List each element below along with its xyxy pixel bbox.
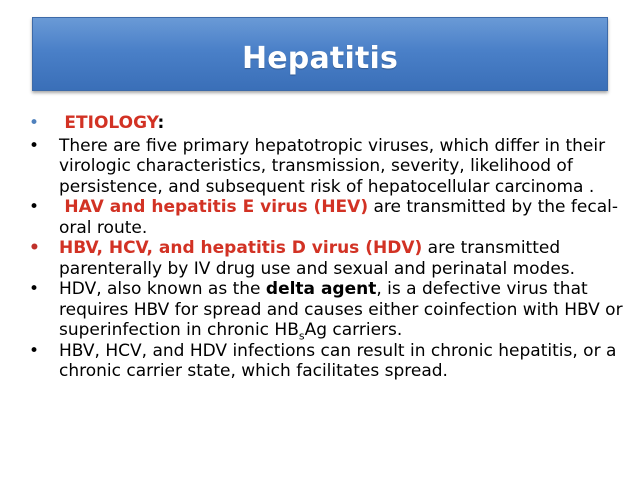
slide-title: Hepatitis	[241, 40, 399, 76]
bullet-hbv-hcv-hdv: • HBV, HCV, and hepatitis D virus (HDV) are transmitted parenterally by IV drug use and sexual and perinatal modes.	[29, 238, 576, 279]
title-banner	[32, 17, 608, 91]
etiology-heading: ETIOLOGY	[64, 113, 158, 133]
bullet-hav-hev: • HAV and hepatitis E virus (HEV) are transmitted by the fecal-oral route.	[29, 197, 618, 238]
bullet-delta-agent: • HDV, also known as the delta agent, is a defective virus that requires HBV for spread and causes either coinfection with HBV or superinfection in chronic $HB_sAg$ carriers.	[29, 279, 623, 343]
bullet-etiology: • ETIOLOGY:	[29, 113, 165, 133]
bullet-marker: •	[29, 238, 40, 258]
bullet-chronic: • HBV, HCV, and HDV infections can result in chronic hepatitis, or a chronic carrier state, which facilitates spread.	[29, 340, 617, 381]
bullet-marker: •	[29, 113, 40, 133]
bullet-five-viruses: • There are five primary hepatotropic viruses, which differ in their virologic characteristics, transmission, severity, likelihood of persistence, and subsequent risk of hepatocellular carcinoma .	[29, 135, 606, 197]
bullet-marker: •	[29, 279, 40, 299]
bullet-marker: •	[29, 135, 40, 156]
bullet-list	[29, 113, 629, 382]
bullet-marker: •	[29, 340, 40, 361]
bullet-marker: •	[29, 197, 40, 217]
